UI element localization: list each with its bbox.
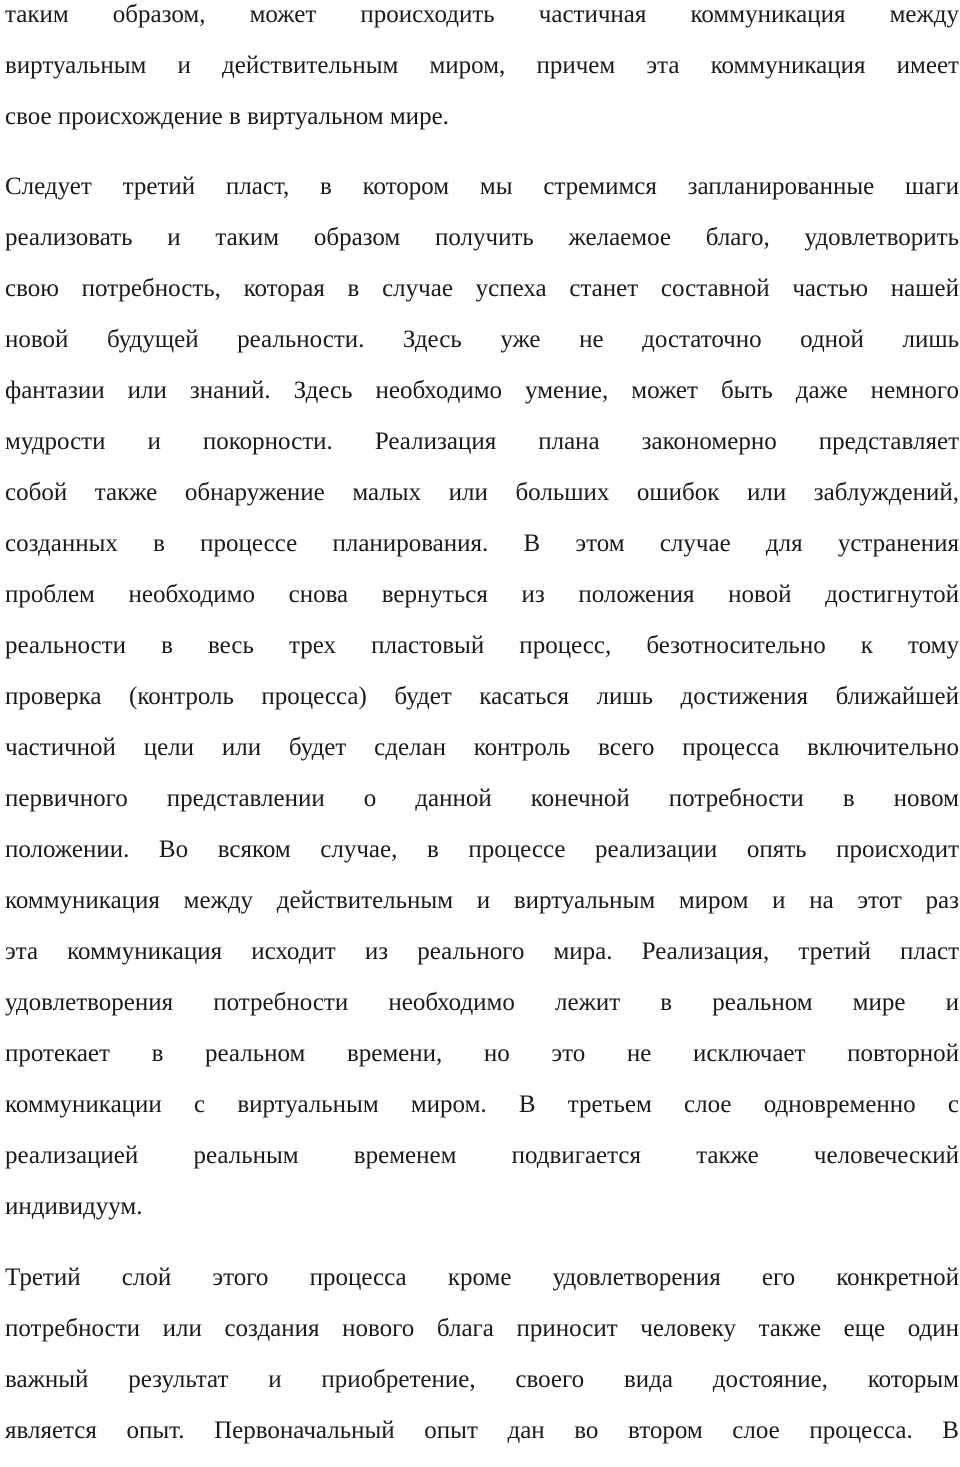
text-line: проверка (контроль процесса) будет касаться лишь достижения ближайшей bbox=[5, 683, 959, 710]
text-line: мудрости и покорности. Реализация плана закономерно представляет bbox=[5, 428, 959, 455]
paragraph-3 bbox=[5, 1263, 959, 1467]
paragraph-2 bbox=[5, 172, 959, 1243]
text-line: фантазии или знаний. Здесь необходимо умение, может быть даже немного bbox=[5, 377, 959, 404]
text-line: является опыт. Первоначальный опыт дан во втором слое процесса. В bbox=[5, 1417, 959, 1444]
text-line: реализовать и таким образом получить желаемое благо, удовлетворить bbox=[5, 224, 959, 251]
text-line: реализацией реальным временем подвигается также человеческий bbox=[5, 1142, 959, 1169]
text-line: эта коммуникация исходит из реального мира. Реализация, третий пласт bbox=[5, 938, 959, 965]
text-line: потребности или создания нового блага приносит человеку также еще один bbox=[5, 1315, 959, 1342]
text-line: созданных в процессе планирования. В этом случае для устранения bbox=[5, 530, 959, 557]
text-line: собой также обнаружение малых или больших ошибок или заблуждений, bbox=[5, 479, 959, 506]
text-line: коммуникации с виртуальным миром. В третьем слое одновременно с bbox=[5, 1091, 959, 1118]
text-line: свою потребность, которая в случае успеха станет составной частью нашей bbox=[5, 275, 959, 302]
text-line: протекает в реальном времени, но это не исключает повторной bbox=[5, 1040, 959, 1067]
text-line: виртуальным и действительным миром, причем эта коммуникация имеет bbox=[5, 52, 959, 79]
text-line: свое происхождение в виртуальном мире. bbox=[5, 103, 449, 130]
text-line: Следует третий пласт, в котором мы стремимся запланированные шаги bbox=[5, 173, 959, 200]
text-line: реальности в весь трех пластовый процесс, безотносительно к тому bbox=[5, 632, 959, 659]
text-line: удовлетворения потребности необходимо лежит в реальном мире и bbox=[5, 989, 959, 1016]
text-line: частичной цели или будет сделан контроль всего процесса включительно bbox=[5, 734, 959, 761]
text-line: проблем необходимо снова вернуться из положения новой достигнутой bbox=[5, 581, 959, 608]
text-line: новой будущей реальности. Здесь уже не достаточно одной лишь bbox=[5, 326, 959, 353]
text-line: индивидуум. bbox=[5, 1193, 143, 1220]
text-line: коммуникация между действительным и виртуальным миром и на этот раз bbox=[5, 887, 959, 914]
text-line: Третий слой этого процесса кроме удовлетворения его конкретной bbox=[5, 1264, 959, 1291]
text-line: первичного представлении о данной конечной потребности в новом bbox=[5, 785, 959, 812]
text-line: таким образом, может происходить частичная коммуникация между bbox=[5, 1, 959, 28]
text-line: положении. Во всяком случае, в процессе реализации опять происходит bbox=[5, 836, 959, 863]
text-line: важный результат и приобретение, своего вида достояние, которым bbox=[5, 1366, 959, 1393]
paragraph-1 bbox=[5, 0, 959, 153]
